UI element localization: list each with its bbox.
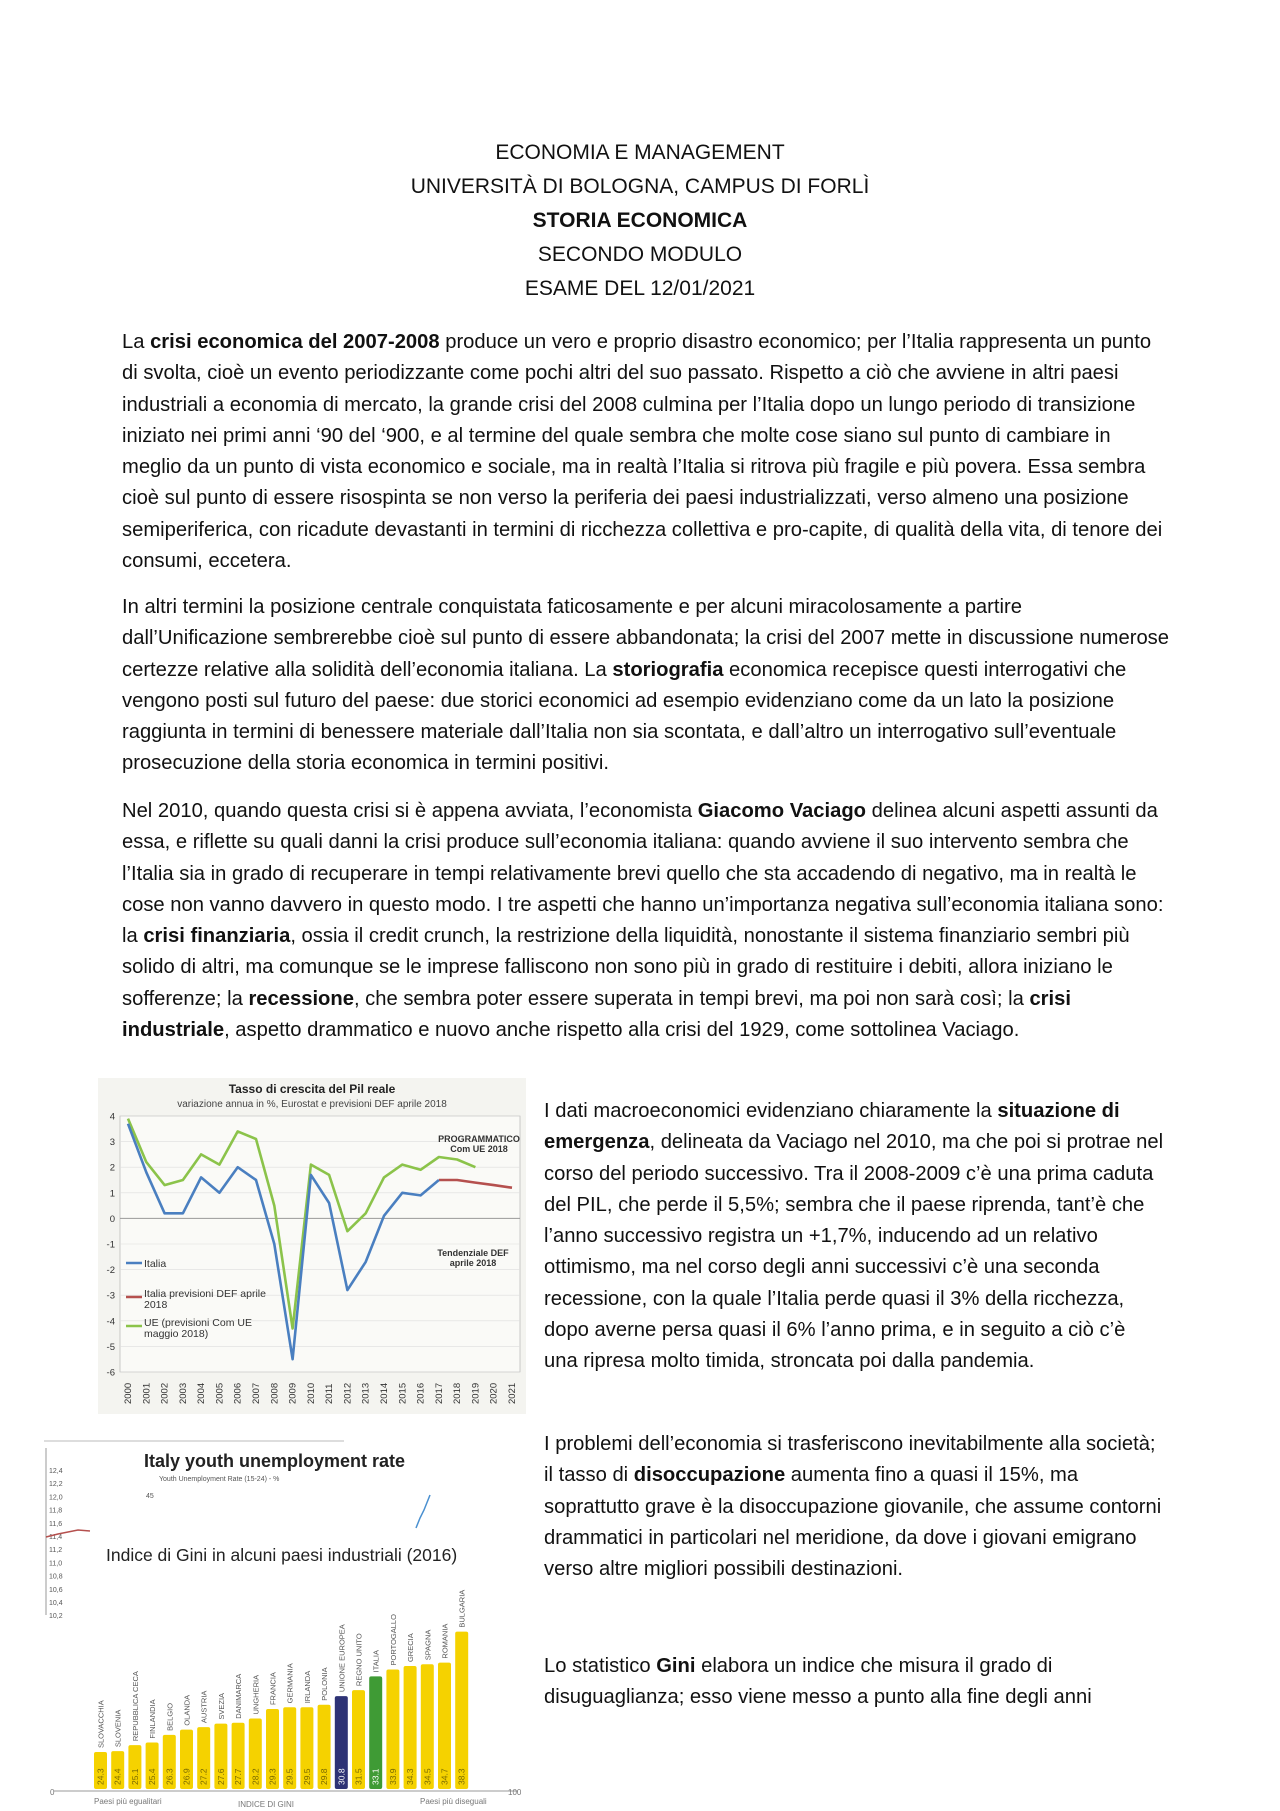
gini-value-label: 33.9 (387, 1768, 398, 1785)
document-header (0, 136, 1280, 306)
gini-right-label: Paesi più diseguali (420, 1797, 487, 1806)
gini-country-label: DANIMARCA (234, 1673, 244, 1719)
gini-country-label: SLOVACCHIA (96, 1700, 106, 1749)
gdp-x-tick-label: 2015 (397, 1382, 409, 1404)
gini-value-label: 25.4 (147, 1768, 158, 1785)
gdp-x-tick-label: 2002 (159, 1382, 171, 1404)
gdp-y-tick-label: 1 (109, 1188, 115, 1200)
paragraph-crisis-intro: La crisi economica del 2007-2008 produce un vero e proprio disastro economico; per l’Italia rappresenta un punto di svolta, cioè un evento periodizzante come pochi altri del suo passato. Rispetto a ciò che avviene in altri paesi industriali a economia di mercato, la grande crisi del 2008 culmina per l’Italia dopo un lungo periodo di transizione iniziato nei primi anni ‘90 del ‘900, e al termine del quale sembra che molte cose siano sul punto di cambiare in meglio da un punto di vista economico e sociale, ma in realtà l’Italia si ritrova più fragile e più povera. Essa sembra cioè sul punto di essere risospinta se non verso la periferia dei paesi industrializzati, verso almeno una posizione semiperiferica, con ricadute devastanti in termini di ricchezza collettiva e pro-capite, di qualità della vita, di tenore dei consumi, eccetera. (122, 331, 1163, 573)
gini-bar (455, 1632, 468, 1789)
gini-country-label: OLANDA (182, 1694, 192, 1726)
gini-country-label: BULGARIA (457, 1589, 467, 1628)
unemployment-y-tick-label: 10,6 (49, 1586, 63, 1594)
gini-country-label: FRANCIA (268, 1672, 278, 1706)
gini-value-label: 28.2 (250, 1768, 261, 1785)
gini-value-label: 29.8 (319, 1768, 330, 1785)
unemployment-y-tick-label: 10,8 (49, 1573, 63, 1581)
gini-country-label: PORTOGALLO (388, 1614, 398, 1666)
gdp-y-tick-label: 4 (109, 1111, 115, 1123)
exam-date: ESAME DEL 12/01/2021 (524, 277, 756, 300)
gdp-x-tick-label: 2007 (251, 1382, 262, 1404)
legend-italia: Italia (144, 1258, 167, 1270)
legend-ue: UE (previsioni Com UE maggio 2018) (144, 1318, 252, 1340)
unemployment-mini-tick: 45 (146, 1493, 154, 1500)
gini-country-label: FINLANDIA (148, 1699, 158, 1739)
gdp-y-tick-label: 2 (109, 1162, 115, 1174)
gini-value-label: 26.9 (181, 1768, 192, 1785)
gini-value-label: 33.1 (370, 1768, 381, 1785)
gdp-x-tick-label: 2014 (379, 1382, 390, 1404)
gini-left-label: Paesi più egualitari (94, 1797, 162, 1806)
paragraph-macro-data: I dati macroeconomici evidenziano chiaramente la situazione di emergenza, delineata da Vaciago nel 2010, ma che poi si protrae nel corso del periodo successivo. Tra il 2008-2009 c’è una prima caduta del PIL, che perde il 5,5%; sembra che il paese riprenda, tant’è che l’anno successivo registra un +1,7%, inducendo ad un relativo ottimismo, ma nel corso degli anni successivi c’è una seconda recessione, con la quale l’Italia perde quasi il 3% della ricchezza, dopo averne persa quasi il 6% l’anno prima, e in seguito a ciò c’è una ripresa molto timida, stroncata poi dalla pandemia. (544, 1100, 1164, 1373)
gini-country-label: GRECIA (406, 1633, 416, 1663)
gdp-chart-title: Tasso di crescita del Pil reale (228, 1082, 396, 1096)
gini-range-max: 100 (508, 1788, 522, 1797)
gdp-y-tick-label: -5 (106, 1341, 115, 1353)
paragraph-unemployment: I problemi dell’economia si trasferiscono inevitabilmente alla società; il tasso di disoccupazione aumenta fino a quasi il 15%, ma soprattutto grave è la disoccupazione giovanile, che assume contorni drammatici in particolari nel meridione, da dove i giovani emigrano verso altre migliori possibili destinazioni. (544, 1433, 1162, 1581)
gini-value-label: 27.2 (198, 1768, 209, 1785)
gini-country-label: SLOVENIA (113, 1709, 123, 1748)
gini-value-label: 24.4 (112, 1768, 123, 1785)
gdp-x-tick-label: 2011 (324, 1383, 336, 1404)
gdp-y-tick-label: -6 (106, 1367, 115, 1379)
gdp-x-tick-label: 2021 (507, 1382, 518, 1404)
gini-value-label: 24.3 (95, 1768, 106, 1785)
gini-value-label: 34.3 (405, 1768, 416, 1785)
gdp-y-tick-label: 3 (109, 1137, 115, 1149)
unemployment-y-tick-label: 11,2 (49, 1547, 63, 1555)
university-title: UNIVERSITÀ DI BOLOGNA, CAMPUS DI FORLÌ (410, 175, 870, 198)
unemployment-y-tick-label: 12,2 (49, 1481, 63, 1489)
gdp-x-tick-label: 2006 (232, 1382, 244, 1404)
gini-value-label: 27.6 (215, 1768, 226, 1785)
gini-value-label: 29.3 (267, 1768, 278, 1785)
gdp-growth-chart (98, 1078, 526, 1414)
gdp-x-tick-label: 2009 (287, 1382, 299, 1404)
gini-chart-title: Indice di Gini in alcuni paesi industriali (2016) (106, 1545, 458, 1565)
unemployment-y-tick-label: 12,4 (49, 1468, 63, 1475)
gini-value-label: 34.5 (422, 1768, 433, 1785)
gdp-y-tick-label: -3 (106, 1290, 115, 1302)
paragraph-historiography: In altri termini la posizione centrale conquistata faticosamente e per alcuni miracolosamente a partire dall’Unificazione sembrerebbe cioè sul punto di essere abbandonata; la crisi del 2007 mette in discussione numerose certezze relative alla solidità dell’economia italiana. La storiografia economica recepisce questi interrogativi che vengono posti sul futuro del paese: due storici economici ad esempio evidenziano come da un lato la posizione raggiunta in termini di benessere materiale dall’Italia non sia scontata, e dall’altro un interrogativo sull’eventuale prosecuzione della storia economica in termini positivi. (122, 596, 1169, 775)
gini-country-label: REPUBBLICA CECA (130, 1671, 140, 1742)
gdp-x-tick-label: 2001 (141, 1382, 153, 1404)
gini-country-label: REGNO UNITO (354, 1633, 364, 1687)
unemployment-y-tick-label: 11,6 (49, 1520, 63, 1528)
gdp-x-tick-label: 2010 (305, 1382, 317, 1404)
unemployment-chart-subtitle: Youth Unemployment Rate (15-24) - % (159, 1476, 280, 1483)
paragraph-gini: Lo statistico Gini elabora un indice che misura il grado di disuguaglianza; esso viene messo a punto alla fine degli anni (544, 1655, 1092, 1709)
unemployment-y-tick-label: 10,4 (49, 1600, 63, 1607)
gdp-x-tick-label: 2003 (177, 1382, 189, 1404)
gini-country-label: ITALIA (371, 1649, 381, 1673)
unemployment-y-tick-label: 10,2 (49, 1613, 63, 1621)
gini-country-label: SVEZIA (216, 1692, 226, 1720)
gini-country-label: ROMANIA (440, 1623, 450, 1659)
gdp-y-tick-label: 0 (109, 1213, 115, 1225)
gini-value-label: 30.8 (336, 1768, 347, 1785)
gdp-x-tick-label: 2020 (488, 1382, 500, 1404)
gdp-x-tick-label: 2000 (123, 1382, 134, 1404)
gdp-x-tick-label: 2016 (415, 1382, 427, 1404)
gdp-x-tick-label: 2012 (342, 1382, 354, 1404)
gini-value-label: 29.5 (301, 1768, 312, 1785)
annotation-tendenziale: Tendenziale DEF aprile 2018 (437, 1248, 509, 1268)
gini-country-label: AUSTRIA (199, 1690, 209, 1724)
gini-country-label: SPAGNA (423, 1629, 433, 1661)
gini-value-label: 25.1 (129, 1768, 140, 1785)
gini-country-label: UNIONE EUROPEA (337, 1624, 347, 1693)
gdp-x-tick-label: 2013 (360, 1382, 372, 1404)
gini-xlabel: INDICE DI GINI (237, 1800, 295, 1808)
unemployment-y-tick-label: 12,0 (49, 1494, 63, 1502)
gini-unemployment-figure (44, 1440, 530, 1808)
gini-country-label: GERMANIA (285, 1663, 295, 1704)
gdp-y-tick-label: -2 (106, 1265, 115, 1277)
gini-value-label: 29.5 (284, 1768, 295, 1785)
gdp-x-tick-label: 2018 (452, 1382, 464, 1404)
gini-value-label: 26.3 (164, 1768, 175, 1785)
gini-value-label: 38.3 (456, 1768, 467, 1785)
course-title: STORIA ECONOMICA (532, 209, 748, 232)
gdp-x-tick-label: 2019 (470, 1382, 482, 1404)
faculty-title: ECONOMIA E MANAGEMENT (495, 141, 785, 164)
gini-country-label: IRLANDA (302, 1670, 312, 1704)
gdp-x-tick-label: 2017 (433, 1382, 445, 1404)
gini-range-min: 0 (50, 1788, 55, 1797)
gdp-y-tick-label: -1 (106, 1239, 115, 1251)
gini-value-label: 27.7 (233, 1768, 244, 1785)
gdp-x-tick-label: 2008 (269, 1382, 281, 1404)
unemployment-y-tick-label: 11,4 (49, 1534, 63, 1541)
unemployment-y-tick-label: 11,0 (49, 1560, 63, 1568)
legend-def: Italia previsioni DEF aprile 2018 (144, 1289, 266, 1311)
gdp-x-tick-label: 2004 (196, 1382, 208, 1404)
module-title: SECONDO MODULO (537, 243, 743, 266)
unemployment-y-tick-label: 11,8 (49, 1507, 63, 1515)
gini-country-label: UNGHERIA (251, 1674, 261, 1715)
gdp-x-tick-label: 2005 (214, 1382, 226, 1404)
gini-value-label: 34.7 (439, 1768, 450, 1785)
gini-value-label: 31.5 (353, 1768, 364, 1785)
gini-country-label: BELGIO (165, 1702, 175, 1731)
unemployment-chart-title: Italy youth unemployment rate (144, 1451, 406, 1471)
paragraph-vaciago: Nel 2010, quando questa crisi si è appena avviata, l’economista Giacomo Vaciago delinea alcuni aspetti assunti da essa, e riflette su quali danni la crisi produce sull’economia italiana: quando avviene il suo intervento sembra che l’Italia sia in grado di recuperare in tempi relativamente brevi quello che sta accadendo di negativo, ma in realtà le cose non vanno davvero in questo modo. I tre aspetti che hanno un’importanza negativa sull’economia italiana sono: la crisi finanziaria, ossia il credit crunch, la restrizione della liquidità, nonostante il sistema finanziario sembri più solido di altri, ma comunque se le imprese falliscono non sono più in grado di restituire i debiti, allora iniziano le sofferenze; la recessione, che sembra poter essere superata in tempi brevi, ma poi non sarà così; la crisi industriale, aspetto drammatico e nuovo anche rispetto alla crisi del 1929, come sottolinea Vaciago. (122, 800, 1164, 1042)
gini-country-label: POLONIA (320, 1667, 330, 1701)
annotation-programmatico: PROGRAMMATICO Com UE 2018 (438, 1134, 520, 1154)
gdp-y-tick-label: -4 (106, 1316, 115, 1328)
gdp-chart-subtitle: variazione annua in %, Eurostat e previsioni DEF aprile 2018 (177, 1099, 447, 1110)
